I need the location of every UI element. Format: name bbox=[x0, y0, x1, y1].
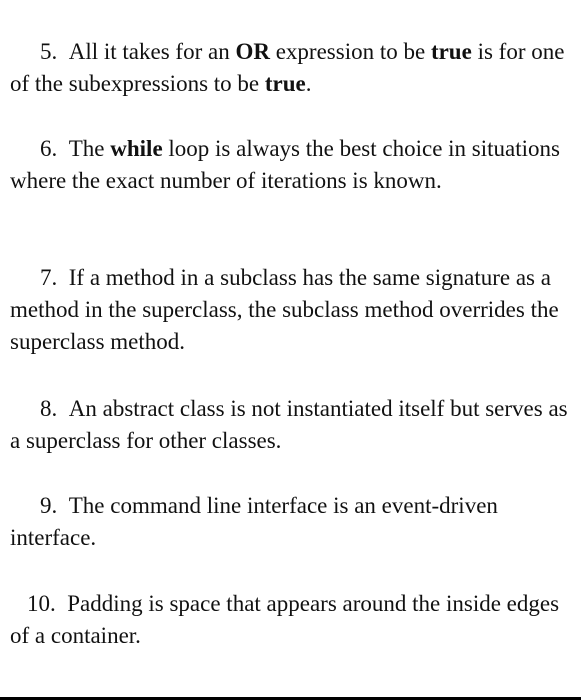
text-segment: The bbox=[68, 136, 111, 161]
statement-5 bbox=[10, 36, 572, 100]
statement-10-text bbox=[10, 588, 572, 652]
statement-8 bbox=[10, 393, 572, 457]
statement-number: 10. bbox=[27, 591, 56, 616]
statement-number: 6. bbox=[40, 136, 58, 161]
statement-9-text bbox=[10, 490, 572, 554]
text-segment: is for one of the subexpressions to be bbox=[10, 39, 565, 96]
text-segment-bold: true bbox=[430, 39, 472, 64]
statement-6-text bbox=[10, 133, 572, 197]
text-segment: All it takes for an bbox=[68, 39, 236, 64]
statement-number: 7. bbox=[40, 265, 58, 290]
statement-8-text bbox=[10, 393, 572, 457]
statement-7 bbox=[10, 262, 572, 358]
text-segment: The command line interface is an event-driven interface. bbox=[10, 493, 498, 550]
text-segment: An abstract class is not instantiated itself but serves as a superclass for other classes. bbox=[10, 396, 568, 453]
statement-number: 9. bbox=[40, 493, 58, 518]
text-segment-bold: OR bbox=[235, 39, 270, 64]
text-segment: Padding is space that appears around the inside edges of a container. bbox=[10, 591, 560, 648]
text-segment: If a method in a subclass has the same signature as a method in the superclass, the subclass method overrides the superclass method. bbox=[10, 265, 559, 354]
text-segment: expression to be bbox=[269, 39, 431, 64]
statement-number: 8. bbox=[40, 396, 58, 421]
text-segment: . bbox=[305, 71, 312, 96]
statement-number: 5. bbox=[40, 39, 58, 64]
statement-10 bbox=[10, 588, 572, 652]
text-segment: loop is always the best choice in situations where the exact number of iterations is known. bbox=[10, 136, 560, 193]
statement-7-text bbox=[10, 262, 572, 358]
text-segment-bold: while bbox=[110, 136, 163, 161]
text-segment-bold: true bbox=[264, 71, 306, 96]
statement-5-text bbox=[10, 36, 572, 100]
statement-9 bbox=[10, 490, 572, 554]
statement-6 bbox=[10, 133, 572, 197]
